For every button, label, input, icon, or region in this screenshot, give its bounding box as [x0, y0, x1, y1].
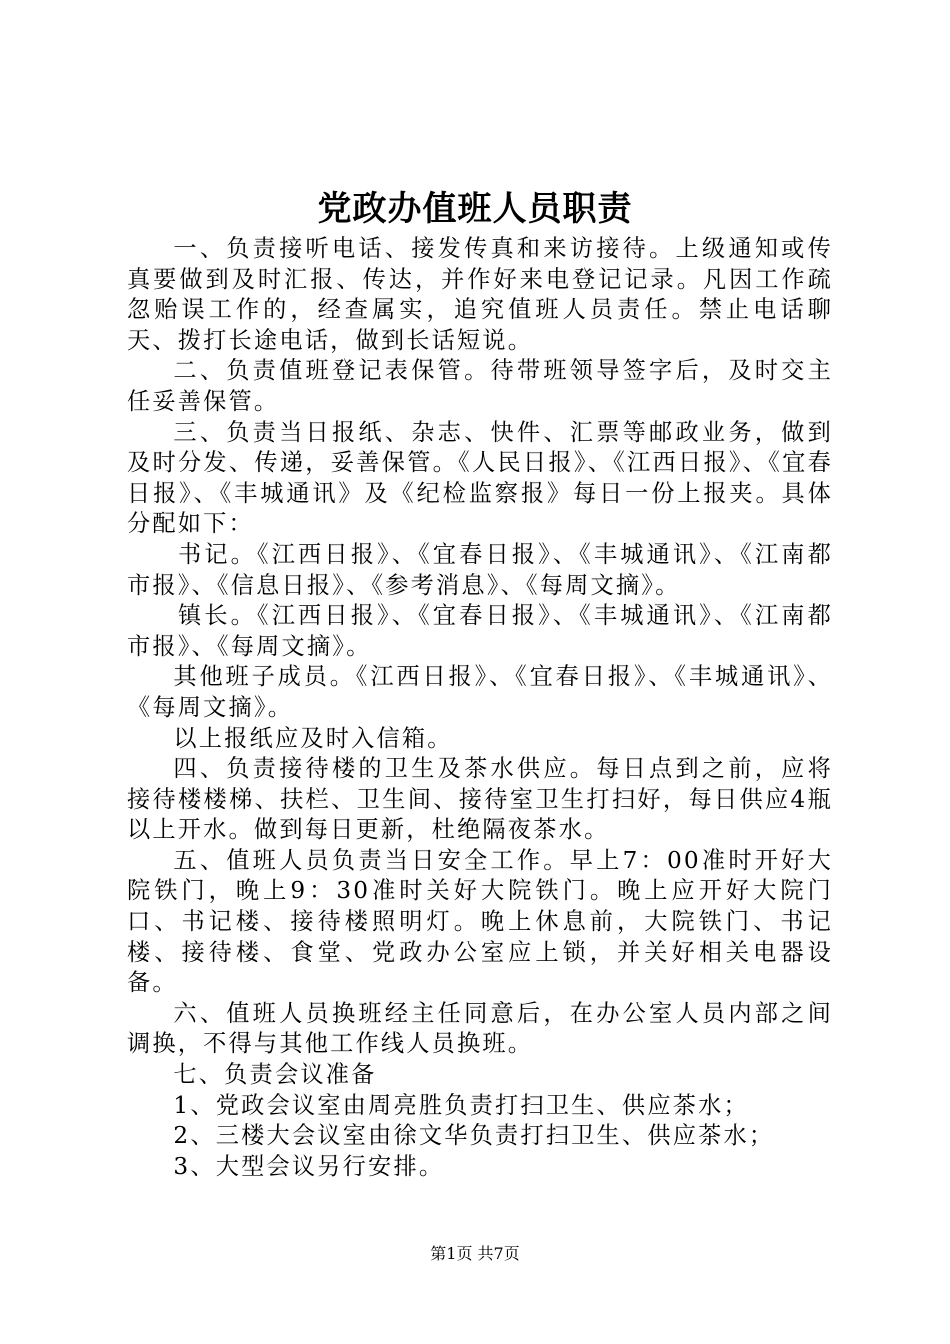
paragraph-mayor: 镇长。《江西日报》、《宜春日报》、《丰城通讯》、《江南都市报》、《每周文摘》。	[127, 602, 833, 660]
paragraph-6: 六、值班人员换班经主任同意后，在办公室人员内部之间调换，不得与其他工作线人员换班。	[127, 999, 833, 1058]
list-item-3: 3、大型会议另行安排。	[173, 1152, 445, 1180]
list-item-2: 2、三楼大会议室由徐文华负责打扫卫生、供应茶水；	[173, 1122, 775, 1150]
paragraph-4: 四、负责接待楼的卫生及茶水供应。每日点到之前，应将接待楼楼梯、扶栏、卫生间、接待室卫生打扫好，每日供应4瓶以上开水。做到每日更新，杜绝隔夜茶水。	[127, 755, 833, 844]
list-item-1: 1、党政会议室由周亮胜负责打扫卫生、供应茶水；	[173, 1091, 749, 1119]
paragraph-1: 一、负责接听电话、接发传真和来访接待。上级通知或传真要做到及时汇报、传达，并作好来电登记记录。凡因工作疏忽贻误工作的，经查属实，追究值班人员责任。禁止电话聊天、拨打长途电话，做到长话短说。	[127, 235, 833, 354]
document-title: 党政办值班人员职责	[317, 189, 633, 229]
paragraph-mailbox: 以上报纸应及时入信箱。	[173, 724, 453, 752]
paragraph-secretary: 书记。《江西日报》、《宜春日报》、《丰城通讯》、《江南都市报》、《信息日报》、《参考消息》、《每周文摘》。	[127, 540, 833, 599]
paragraph-2: 二、负责值班登记表保管。待带班领导签字后，及时交主任妥善保管。	[127, 357, 833, 415]
paragraph-7: 七、负责会议准备	[173, 1061, 377, 1089]
paragraph-5: 五、值班人员负责当日安全工作。早上7：00准时开好大院铁门，晚上9：30准时关好大院铁门。晚上应开好大院门口、书记楼、接待楼照明灯。晚上休息前，大院铁门、书记楼、接待楼、食堂、党政办公室应上锁，并关好相关电器设备。	[127, 846, 833, 997]
document-body	[127, 234, 833, 1182]
paragraph-3: 三、负责当日报纸、杂志、快件、汇票等邮政业务，做到及时分发、传递，妥善保管。《人民日报》、《江西日报》、《宜春日报》、《丰城通讯》及《纪检监察报》每日一份上报夹。具体分配如下：	[127, 418, 833, 538]
page-footer: 第1页 共7页	[430, 1244, 520, 1263]
paragraph-other-members: 其他班子成员。《江西日报》、《宜春日报》、《丰城通讯》、《每周文摘》。	[127, 663, 833, 721]
